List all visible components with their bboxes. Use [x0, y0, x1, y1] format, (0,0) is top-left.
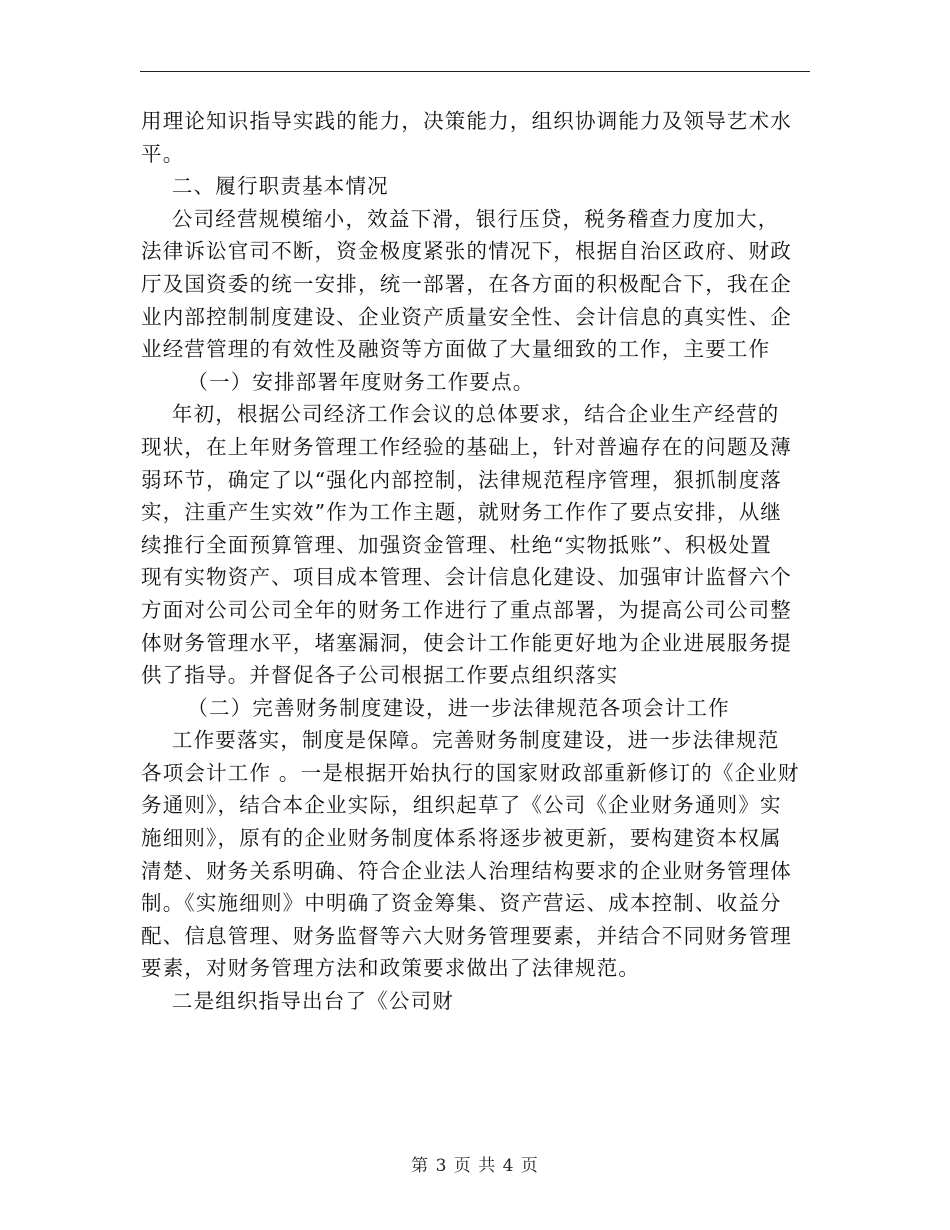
header-rule	[140, 71, 810, 72]
text-line: 配、信息管理、财务监督等六大财务管理要素，并结合不同财务管理	[141, 923, 792, 948]
text-line: 弱环节，确定了以“强化内部控制，法律规范程序管理，狠抓制度落	[141, 467, 782, 492]
text-line: 供了指导。并督促各子公司根据工作要点组织落实	[141, 663, 619, 688]
text-line: 实，注重产生实效”作为工作主题，就财务工作作了要点安排，从继	[141, 500, 782, 525]
document-body	[141, 105, 811, 1018]
text-line: 各项会计工作 。一是根据开始执行的国家财政部重新修订的《企业财	[141, 760, 800, 785]
text-line: 制。《实施细则》中明确了资金筹集、资产营运、成本控制、收益分	[141, 891, 782, 916]
text-line: 工作要落实，制度是保障。完善财务制度建设，进一步法律规范	[141, 728, 780, 753]
text-line: 平。	[141, 141, 185, 166]
text-line: 现有实物资产、项目成本管理、会计信息化建设、加强审计监督六个	[141, 565, 792, 590]
text-line: 业内部控制制度建设、企业资产质量安全性、会计信息的真实性、企	[141, 304, 792, 329]
text-line: 用理论知识指导实践的能力，决策能力，组织协调能力及领导艺术水	[141, 109, 792, 133]
text-line: 年初，根据公司经济工作会议的总体要求，结合企业生产经营的	[141, 402, 780, 427]
text-line: 务通则》，结合本企业实际，组织起草了《公司《企业财务通则》实	[141, 793, 782, 818]
text-line: 要素，对财务管理方法和政策要求做出了法律规范。	[141, 956, 641, 981]
text-line: 续推行全面预算管理、加强资金管理、杜绝“实物抵账”、积极处置	[141, 532, 772, 557]
text-line: 方面对公司公司全年的财务工作进行了重点部署，为提高公司公司整	[141, 597, 792, 622]
text-line: 施细则》，原有的企业财务制度体系将逐步被更新，要构建资本权属	[141, 826, 782, 851]
subsection-heading: （二）完善财务制度建设，进一步法律规范各项会计工作	[141, 695, 730, 720]
text-line: 公司经营规模缩小，效益下滑，银行压贷，税务稽查力度加大，	[141, 206, 780, 231]
section-heading: 二、履行职责基本情况	[141, 174, 389, 199]
page-footer: 第 3 页 共 4 页	[411, 1156, 539, 1176]
text-line: 体财务管理水平，堵塞漏洞，使会计工作能更好地为企业进展服务提	[141, 630, 792, 655]
subsection-heading: （一）安排部署年度财务工作要点。	[141, 369, 535, 394]
text-line: 现状，在上年财务管理工作经验的基础上，针对普遍存在的问题及薄	[141, 434, 792, 459]
text-line: 厅及国资委的统一安排，统一部署，在各方面的积极配合下，我在企	[141, 271, 792, 296]
text-line: 法律诉讼官司不断，资金极度紧张的情况下，根据自治区政府、财政	[141, 239, 792, 264]
text-line: 清楚、财务关系明确、符合企业法人治理结构要求的企业财务管理体	[141, 858, 792, 883]
text-line: 二是组织指导出台了《公司财	[141, 989, 454, 1014]
text-line: 业经营管理的有效性及融资等方面做了大量细致的工作，主要工作	[141, 337, 771, 362]
